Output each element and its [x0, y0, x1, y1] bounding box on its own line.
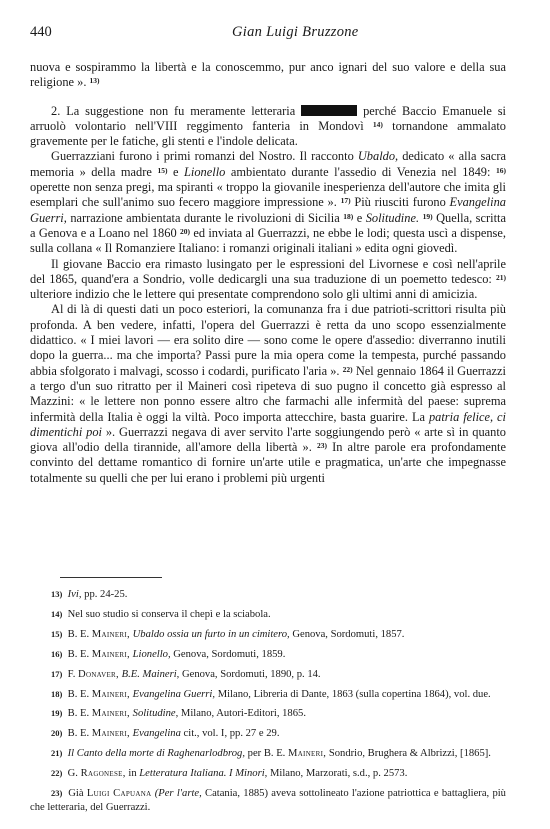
- footnote-16: 16) B. E. Maineri, Lionello, Genova, Sordomuti, 1859.: [51, 648, 286, 660]
- footnote-ref-20: 20): [179, 226, 190, 236]
- footnote-ref-21: 21): [495, 272, 506, 282]
- footnote-15: 15) B. E. Maineri, Ubaldo ossia un furto in un cimitero, Genova, Sordomuti, 1857.: [51, 628, 405, 640]
- footnote-17: 17) F. Donaver, B.E. Maineri, Genova, Sordomuti, 1890, p. 14.: [51, 668, 321, 680]
- footnote-ref-15: 15): [157, 165, 168, 175]
- page-header: [30, 24, 510, 42]
- footnote-22: 22) G. Ragonese, in Letteratura Italiana. I Minori, Milano, Marzorati, s.d., p. 2573.: [51, 768, 408, 780]
- running-title: Gian Luigi Bruzzone: [232, 24, 359, 40]
- footnote-divider: [60, 577, 162, 578]
- paragraph-didactic: Al di là di questi dati un poco esteriori, la comunanza fra i due patrioti-scrittori risulta più profonda. A ben vedere, infatti, l'opera del Guerrazzi è retta da uno scopo essenzialmente didattico. « I miei lavori — era solito dire — sono come le opere d'assedio: diverranno inutili dopo la guerra... ma che importa? Passi pure la mia opera come la tempesta, purché passando abbia sfolgorato i malvagi, scosso i codardi, purificato l'aria ». $^{22)}$ Nel gennaio 1864 il Guerrazzi a tergo d'un suo ritratto per il Maineri così ripeteva di suo pugno il concetto già espresso al Mazzini: « le lettere non ponno essere altro che farmachi alle infermità del paese: suprema infermità della Italia è oggi la viltà. Poco importa attecchire, basta guarire. La patria felice, ci dimentichi poi ». Guerrazzi negava di aver servito l'arte soggiungendo però « arte sì in quanto giova all'odio della tirannide, all'amore della libertà ». $^{23)}$ In altre parole era profondamente convinto del dettame romantico di fornire un'arte utile e pragmatica, un'arte che impegnasse totalmente su quelli che per lui erano i problemi più urgenti: [30, 302, 506, 485]
- footnote-23: 23) Già Luigi Capuana (Per l'arte, Catania, 1885) aveva sottolineato l'azione patriottica e battagliera, più che letteraria, del Guerrazzi.: [30, 788, 506, 813]
- redaction-mark: [301, 105, 357, 116]
- footnote-ref-22: 22): [342, 364, 353, 374]
- footnote-13: 13) Ivi, pp. 24-25.: [51, 589, 128, 600]
- footnote-ref-23: 23): [316, 441, 327, 451]
- paragraph-section-2: 2. La suggestione non fu meramente letteraria perché Baccio Emanuele si arruolò volontario nell'VIII reggimento fanteria in Mondovì $^{14)}$ tornandone ammalato gravemente per le fatiche, gli stenti e l'indole delicata.: [30, 103, 506, 149]
- page-number: 440: [30, 24, 52, 40]
- footnote-ref-13: 13): [89, 76, 100, 86]
- main-text: [30, 60, 506, 486]
- footnote-20: 20) B. E. Maineri, Evangelina cit., vol. I, pp. 27 e 29.: [51, 728, 280, 740]
- footnote-ref-14: 14): [372, 119, 383, 129]
- footnote-21: 21) Il Canto della morte di Raghenarlodbrog, per B. E. Maineri, Sondrio, Brughera & Albrizzi, [1865].: [51, 748, 491, 760]
- footnote-ref-19: 19): [422, 211, 433, 221]
- paragraph-continuation: nuova e sospirammo la libertà e la conoscemmo, pur anco ignari del suo valore e della sua religione ». $^{13)}$: [30, 60, 506, 90]
- footnote-ref-17: 17): [340, 196, 351, 206]
- footnote-ref-18: 18): [343, 211, 354, 221]
- footnote-19: 19) B. E. Maineri, Solitudine, Milano, Autori-Editori, 1865.: [51, 708, 306, 720]
- footnote-14: 14) Nel suo studio si conserva il chepì e la sciabola.: [51, 608, 271, 620]
- paragraph-novels: Guerrazziani furono i primi romanzi del Nostro. Il racconto Ubaldo, dedicato « alla sacra memoria » della madre $^{15)}$ e Lionello ambientato durante l'assedio di Venezia nel 1849: $^{16)}$ operette non senza pregi, ma spiranti « troppo la giovanile inesperienza dell'autore che imita gli esemplari che sull'animo suo fecero maggiore impressione ». $^{17)}$ Più riusciti furono Evangelina Guerri, narrazione ambientata durante le rivoluzioni di Sicilia $^{18)}$ e Solitudine. $^{19)}$ Quella, scritta a Genova e a Loano nel 1860 $^{20)}$ ed inviata al Guerrazzi, ne ebbe le lodi; questa uscì a dispense, sulla collana « Il Romanziere Italiano: i romanzi originali italiani » edita ogni giovedì.: [30, 149, 506, 256]
- footnote-18: 18) B. E. Maineri, Evangelina Guerri, Milano, Libreria di Dante, 1863 (sulla copertina 1864), vol. due.: [51, 688, 491, 700]
- footnotes: [30, 588, 506, 821]
- footnote-ref-16: 16): [496, 165, 506, 175]
- paragraph-translation: Il giovane Baccio era rimasto lusingato per le espressioni del Livornese e così nell'aprile del 1865, quand'era a Sondrio, volle dedicargli una sua traduzione di un poemetto tedesco: $^{21)}$ ulteriore indizio che le lettere qui presentate comprendono solo gli ultimi anni di amicizia.: [30, 256, 506, 302]
